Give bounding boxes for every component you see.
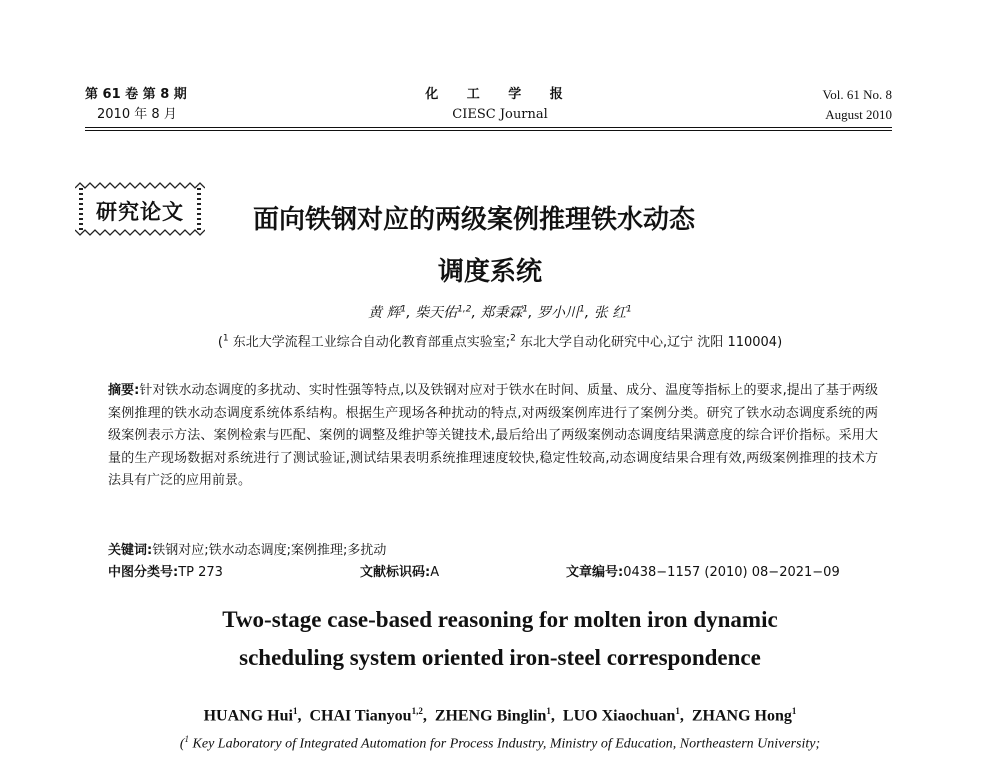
title-en bbox=[0, 601, 1000, 677]
author-cn: 罗小川 bbox=[537, 305, 580, 321]
badge-label: 研究论文 bbox=[96, 200, 184, 224]
abstract-label: 摘要: bbox=[108, 383, 140, 398]
section-badge bbox=[75, 182, 205, 236]
journal-volume-info bbox=[85, 85, 187, 125]
title-en-line2: scheduling system oriented iron-steel correspondence bbox=[239, 645, 761, 670]
author-en: ZHENG Binglin bbox=[434, 707, 547, 725]
title-cn bbox=[250, 198, 870, 294]
affiliation-en: ($^1$ Key Laboratory of Integrated Automation for Process Industry, Ministry of Education, Northeastern University; bbox=[179, 734, 821, 752]
author-en: LUO Xiaochuan bbox=[562, 707, 676, 725]
journal-volume-info-en bbox=[823, 85, 892, 125]
document-code: 文献标识码:A bbox=[360, 565, 440, 580]
author-cn: 柴天佑 bbox=[415, 305, 458, 321]
abstract bbox=[108, 380, 878, 493]
keywords bbox=[108, 539, 386, 558]
badge-zigzag-top bbox=[75, 182, 205, 190]
author-cn: 黄 辉 bbox=[368, 305, 401, 321]
author-cn: 张 红 bbox=[593, 305, 627, 321]
title-en-line1: Two-stage case-based reasoning for molten iron dynamic bbox=[222, 607, 778, 632]
header-rule-thin bbox=[85, 130, 892, 131]
keywords-text: 铁钢对应;铁水动态调度;案例推理;多扰动 bbox=[152, 543, 387, 558]
title-cn-line2: 调度系统 bbox=[437, 257, 542, 287]
author-en: CHAI Tianyou bbox=[309, 707, 412, 725]
authors-en: HUANG Hui$^1$, CHAI Tianyou$^{1,2}$, ZHENG Binglin$^1$, LUO Xiaochuan$^1$, ZHANG Hong$^1$ bbox=[203, 706, 797, 725]
article-number: 文章编号:0438−1157 (2010) 08−2021−09 bbox=[566, 565, 840, 580]
header-rule-thick bbox=[85, 127, 892, 128]
author-cn: 郑秉霖 bbox=[480, 305, 523, 321]
journal-name-en: CIESC Journal bbox=[452, 107, 548, 122]
issue-date-cn: 2010 年 8 月 bbox=[97, 107, 177, 122]
volume-issue: 第 61 卷 第 8 期 bbox=[85, 87, 187, 102]
author-en: HUANG Hui bbox=[203, 707, 293, 725]
title-cn-line1: 面向铁钢对应的两级案例推理铁水动态 bbox=[253, 205, 696, 235]
abstract-text: 针对铁水动态调度的多扰动、实时性强等特点,以及铁钢对应对于铁水在时间、质量、成分、温度等指标上的要求,提出了基于两级案例推理的铁水动态调度系统体系结构。根据生产现场各种扰动的特点,对两级案例库进行了案例分类。研究了铁水动态调度系统的两级案例表示方法、案例检索与匹配、案例的调整及维护等关键技术,最后给出了两级案例动态调度结果满意度的综合评价指标。采用大量的生产现场数据对系统进行了测试验证,测试结果表明系统推理速度较快,稳定性较高,动态调度结果合理有效,两级案例推理的技术方法具有广泛的应用前景。 bbox=[108, 383, 879, 489]
journal-name bbox=[400, 85, 600, 125]
volume-issue-en: Vol. 61 No. 8 bbox=[822, 87, 892, 102]
badge-zigzag-bottom bbox=[75, 228, 205, 236]
author-en: ZHANG Hong bbox=[691, 707, 792, 725]
keywords-label: 关键词: bbox=[108, 543, 153, 558]
issue-date-en: August 2010 bbox=[825, 107, 892, 122]
journal-name-cn: 化 工 学 报 bbox=[425, 87, 575, 102]
authors-cn: 黄 辉$^1$, 柴天佑$^{1,2}$, 郑秉霖$^1$, 罗小川$^1$, 张 红$^1$ bbox=[368, 304, 632, 321]
clc-number: 中图分类号:TP 273 bbox=[108, 565, 223, 580]
affiliation-cn: ($^1$ 东北大学流程工业综合自动化教育部重点实验室;$^2$ 东北大学自动化研究中心,辽宁 沈阳 110004) bbox=[217, 333, 783, 350]
